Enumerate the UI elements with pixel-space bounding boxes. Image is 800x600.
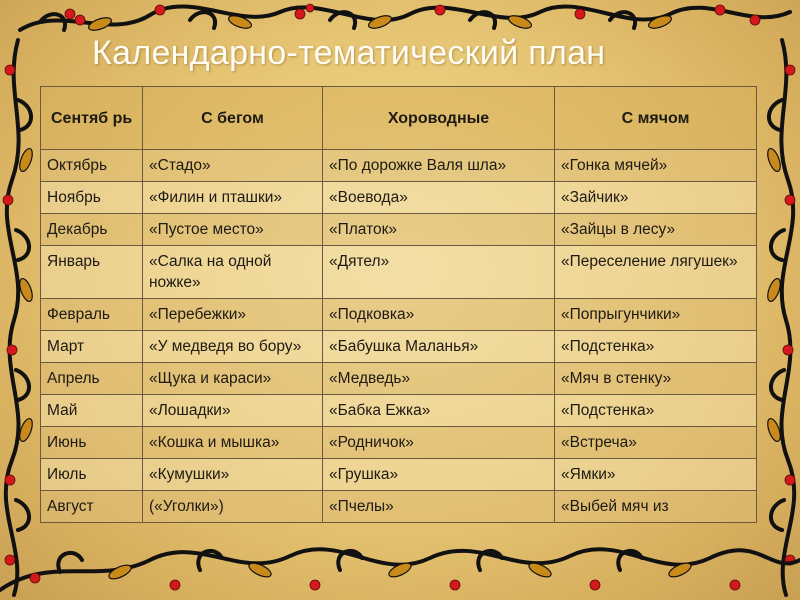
cell-running-game: «Щука и караси» <box>143 363 323 395</box>
cell-ball-game: «Подстенка» <box>555 331 757 363</box>
cell-ball-game: «Мяч в стенку» <box>555 363 757 395</box>
cell-month: Июнь <box>41 427 143 459</box>
cell-round-dance: «Бабка Ежка» <box>323 395 555 427</box>
header-running: С бегом <box>143 87 323 150</box>
cell-month: Июль <box>41 459 143 491</box>
cell-month: Август <box>41 491 143 523</box>
cell-month: Март <box>41 331 143 363</box>
cell-month: Декабрь <box>41 214 143 246</box>
cell-ball-game: «Ямки» <box>555 459 757 491</box>
cell-month: Май <box>41 395 143 427</box>
cell-running-game: «Филин и пташки» <box>143 182 323 214</box>
cell-round-dance: «Подковка» <box>323 299 555 331</box>
cell-round-dance: «По дорожке Валя шла» <box>323 150 555 182</box>
page-title: Календарно-тематический план <box>92 34 606 72</box>
cell-month: Январь <box>41 246 143 299</box>
cell-running-game: «Лошадки» <box>143 395 323 427</box>
cell-running-game: «Пустое место» <box>143 214 323 246</box>
cell-round-dance: «Пчелы» <box>323 491 555 523</box>
cell-month: Октябрь <box>41 150 143 182</box>
table-row <box>41 331 757 363</box>
cell-running-game: «Перебежки» <box>143 299 323 331</box>
cell-round-dance: «Бабушка Маланья» <box>323 331 555 363</box>
cell-running-game: «Салка на одной ножке» <box>143 246 323 299</box>
cell-ball-game: «Попрыгунчики» <box>555 299 757 331</box>
cell-ball-game: «Встреча» <box>555 427 757 459</box>
header-round-dance: Хороводные <box>323 87 555 150</box>
table-row <box>41 214 757 246</box>
plan-table-container <box>40 86 756 523</box>
table-row <box>41 363 757 395</box>
cell-running-game: («Уголки») <box>143 491 323 523</box>
cell-round-dance: «Грушка» <box>323 459 555 491</box>
header-month: Сентяб рь <box>41 87 143 150</box>
cell-round-dance: «Родничок» <box>323 427 555 459</box>
table-row <box>41 246 757 299</box>
cell-round-dance: «Платок» <box>323 214 555 246</box>
table-row <box>41 150 757 182</box>
cell-running-game: «Кумушки» <box>143 459 323 491</box>
table-row <box>41 459 757 491</box>
cell-ball-game: «Переселение лягушек» <box>555 246 757 299</box>
cell-round-dance: «Воевода» <box>323 182 555 214</box>
cell-month: Апрель <box>41 363 143 395</box>
cell-ball-game: «Зайчик» <box>555 182 757 214</box>
cell-round-dance: «Медведь» <box>323 363 555 395</box>
table-row <box>41 427 757 459</box>
cell-ball-game: «Зайцы в лесу» <box>555 214 757 246</box>
table-row <box>41 491 757 523</box>
plan-table <box>40 86 757 523</box>
table-row <box>41 395 757 427</box>
cell-round-dance: «Дятел» <box>323 246 555 299</box>
cell-ball-game: «Гонка мячей» <box>555 150 757 182</box>
cell-month: Ноябрь <box>41 182 143 214</box>
cell-running-game: «Стадо» <box>143 150 323 182</box>
cell-running-game: «Кошка и мышка» <box>143 427 323 459</box>
table-row <box>41 299 757 331</box>
cell-running-game: «У медведя во бору» <box>143 331 323 363</box>
cell-month: Февраль <box>41 299 143 331</box>
cell-ball-game: «Выбей мяч из <box>555 491 757 523</box>
table-row <box>41 182 757 214</box>
table-header-row <box>41 87 757 150</box>
header-ball: С мячом <box>555 87 757 150</box>
cell-ball-game: «Подстенка» <box>555 395 757 427</box>
